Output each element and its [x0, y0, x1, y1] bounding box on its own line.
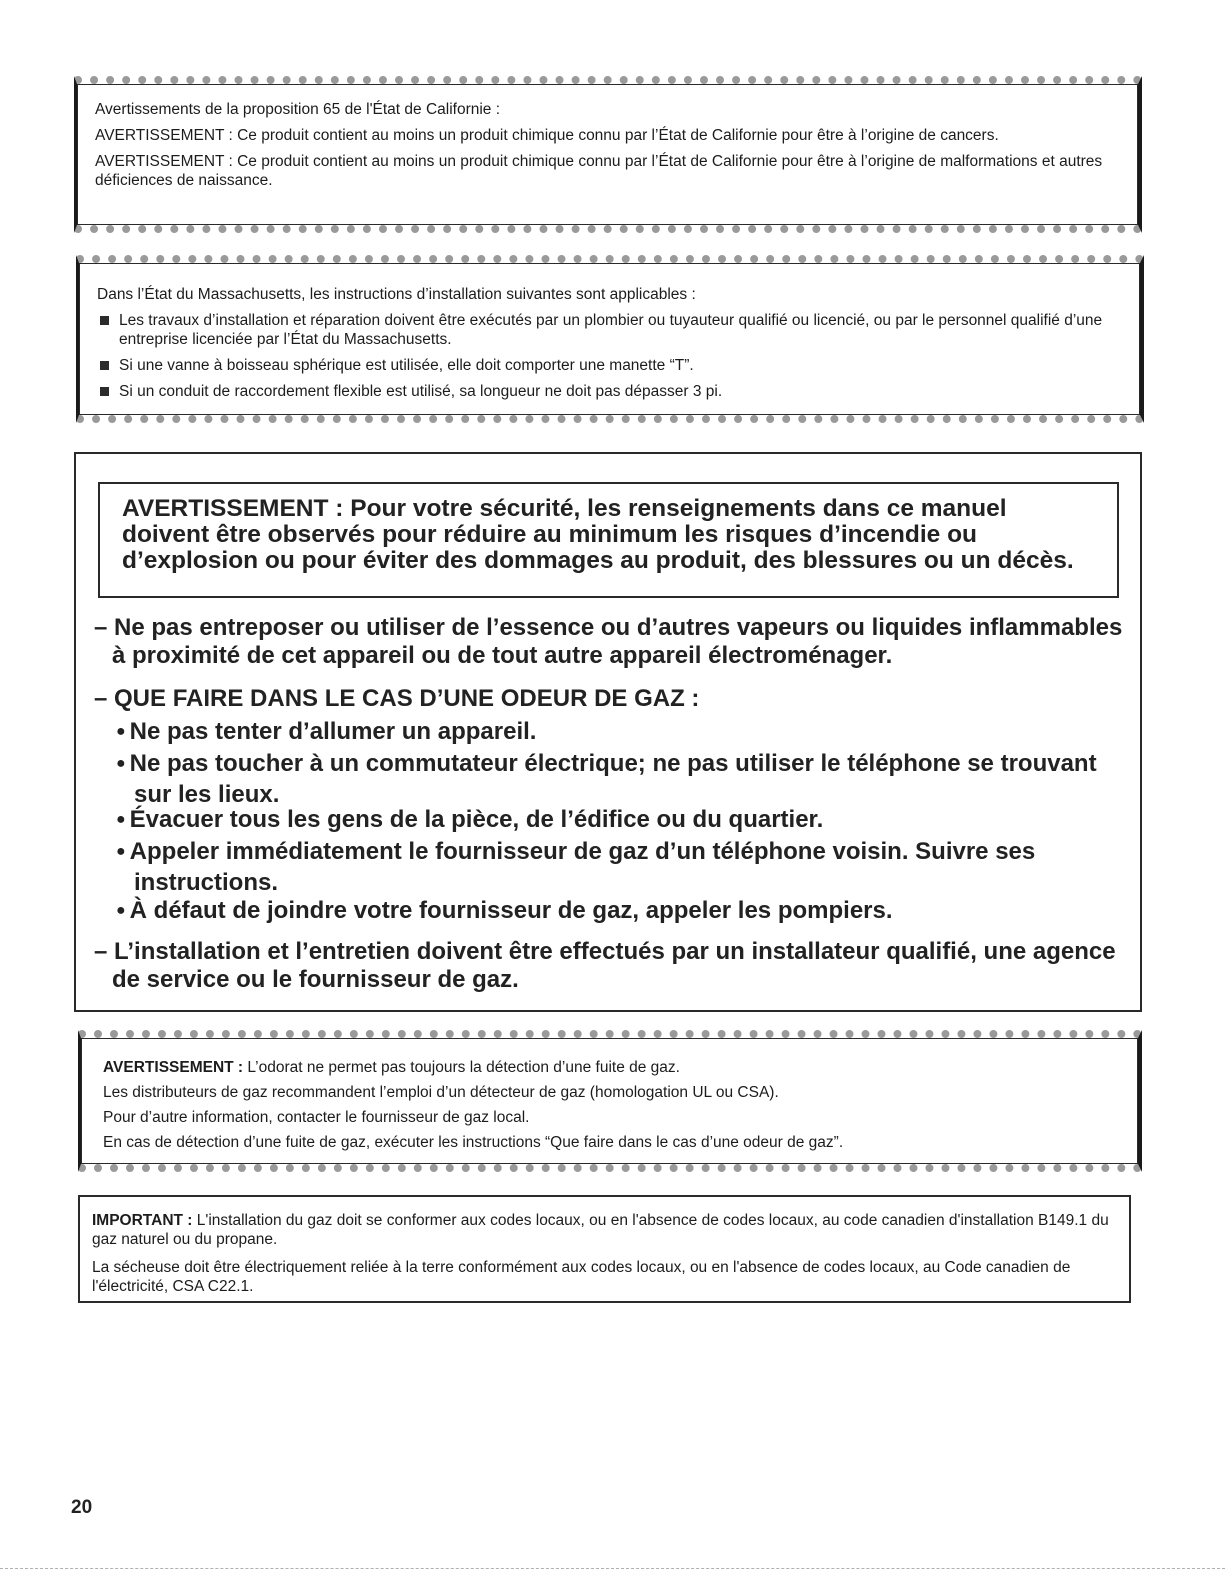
square-bullet-icon — [100, 316, 109, 325]
gas-detection-warning-box — [78, 1030, 1142, 1172]
list-item-text: Si un conduit de raccordement flexible est utilisé, sa longueur ne doit pas dépasser 3 pi. — [119, 383, 723, 400]
important-notice-box — [78, 1195, 1131, 1303]
prop65-birth-defect-warning: AVERTISSEMENT : Ce produit contient au moins un produit chimique connu par l’État de Californie pour être à l’origine de malformations et autres déficiences de naissance. — [95, 153, 1103, 189]
list-item — [116, 718, 1126, 749]
page-number: 20 — [71, 1497, 93, 1518]
safety-warning-header: AVERTISSEMENT : Pour votre sécurité, les renseignements dans ce manuel doivent être observés pour réduire au minimum les risques d’incendie ou d’explosion ou pour éviter des dommages au produit, des blessures ou un décès. — [98, 482, 1119, 598]
list-item-text: À défaut de joindre votre fournisseur de gaz, appeler les pompiers. — [129, 897, 893, 924]
bullet-dot-icon: ● — [116, 755, 126, 772]
list-item — [116, 897, 1126, 928]
massachusetts-instructions-box — [76, 255, 1144, 423]
list-item-text: Les travaux d’installation et réparation doivent être exécutés par un plombier ou tuyauteur qualifié ou licencié, ou par le personnel qualifié d’une entreprise licenciée par l’État du Massachusetts. — [119, 312, 1103, 348]
square-bullet-icon — [100, 361, 109, 370]
warning-text: L’odorat ne permet pas toujours la détection d’une fuite de gaz. — [243, 1059, 680, 1076]
installation-service-warning: – L’installation et l’entretien doivent être effectués par un installateur qualifié, une agence de service ou le fournisseur de gaz. — [94, 938, 1116, 993]
list-item — [97, 356, 1122, 375]
gas-supplier-contact: Pour d’autre information, contacter le fournisseur de gaz local. — [103, 1109, 530, 1126]
prop65-title: Avertissements de la proposition 65 de l'État de Californie : — [95, 101, 501, 118]
list-item — [97, 382, 1122, 401]
prop65-cancer-warning: AVERTISSEMENT : Ce produit contient au moins un produit chimique connu par l’État de Californie pour être à l’origine de cancers. — [95, 127, 999, 144]
bullet-dot-icon: ● — [116, 811, 126, 828]
important-text: L'installation du gaz doit se conformer aux codes locaux, ou en l'absence de codes locaux, au code canadien d'installation B149.1 du gaz naturel ou du propane. — [92, 1212, 1109, 1248]
gas-safety-warning-box — [74, 452, 1142, 1012]
electrical-grounding-code: La sécheuse doit être électriquement reliée à la terre conformément aux codes locaux, ou en l'absence de codes locaux, au Code canadien de l'électricité, CSA C22.1. — [92, 1259, 1071, 1295]
list-item — [97, 311, 1122, 349]
bullet-dot-icon: ● — [116, 723, 126, 740]
list-item — [116, 838, 1126, 897]
bullet-dot-icon: ● — [116, 843, 126, 860]
warning-label: AVERTISSEMENT : — [103, 1059, 244, 1076]
flammable-storage-warning: – Ne pas entreposer ou utiliser de l’essence ou d’autres vapeurs ou liquides inflammables à proximité de cet appareil ou de tout autre appareil électroménager. — [94, 614, 1123, 669]
gas-leak-instructions: En cas de détection d’une fuite de gaz, exécuter les instructions “Que faire dans le cas d’une odeur de gaz”. — [103, 1134, 844, 1151]
list-item-text: Si une vanne à boisseau sphérique est utilisée, elle doit comporter une manette “T”. — [119, 357, 694, 374]
list-item-text: Ne pas toucher à un commutateur électrique; ne pas utiliser le téléphone se trouvant sur les lieux. — [129, 750, 1097, 808]
gas-installation-code — [92, 1211, 1115, 1249]
gas-detection-line — [103, 1058, 1120, 1077]
prop65-warning-box — [74, 76, 1142, 233]
list-item — [116, 750, 1126, 809]
massachusetts-intro: Dans l’État du Massachusetts, les instructions d’installation suivantes sont applicables : — [97, 286, 696, 303]
list-item-text: Évacuer tous les gens de la pièce, de l’édifice ou du quartier. — [129, 806, 824, 833]
important-label: IMPORTANT : — [92, 1212, 193, 1229]
bullet-dot-icon: ● — [116, 902, 126, 919]
list-item — [116, 806, 1126, 837]
square-bullet-icon — [100, 387, 109, 396]
gas-odor-heading: – QUE FAIRE DANS LE CAS D’UNE ODEUR DE GAZ : — [94, 685, 700, 712]
page-edge-divider — [0, 1568, 1225, 1569]
gas-detector-recommendation: Les distributeurs de gaz recommandent l’emploi d’un détecteur de gaz (homologation UL ou CSA). — [103, 1084, 779, 1101]
list-item-text: Appeler immédiatement le fournisseur de gaz d’un téléphone voisin. Suivre ses instructions. — [129, 838, 1036, 896]
list-item-text: Ne pas tenter d’allumer un appareil. — [129, 718, 537, 745]
